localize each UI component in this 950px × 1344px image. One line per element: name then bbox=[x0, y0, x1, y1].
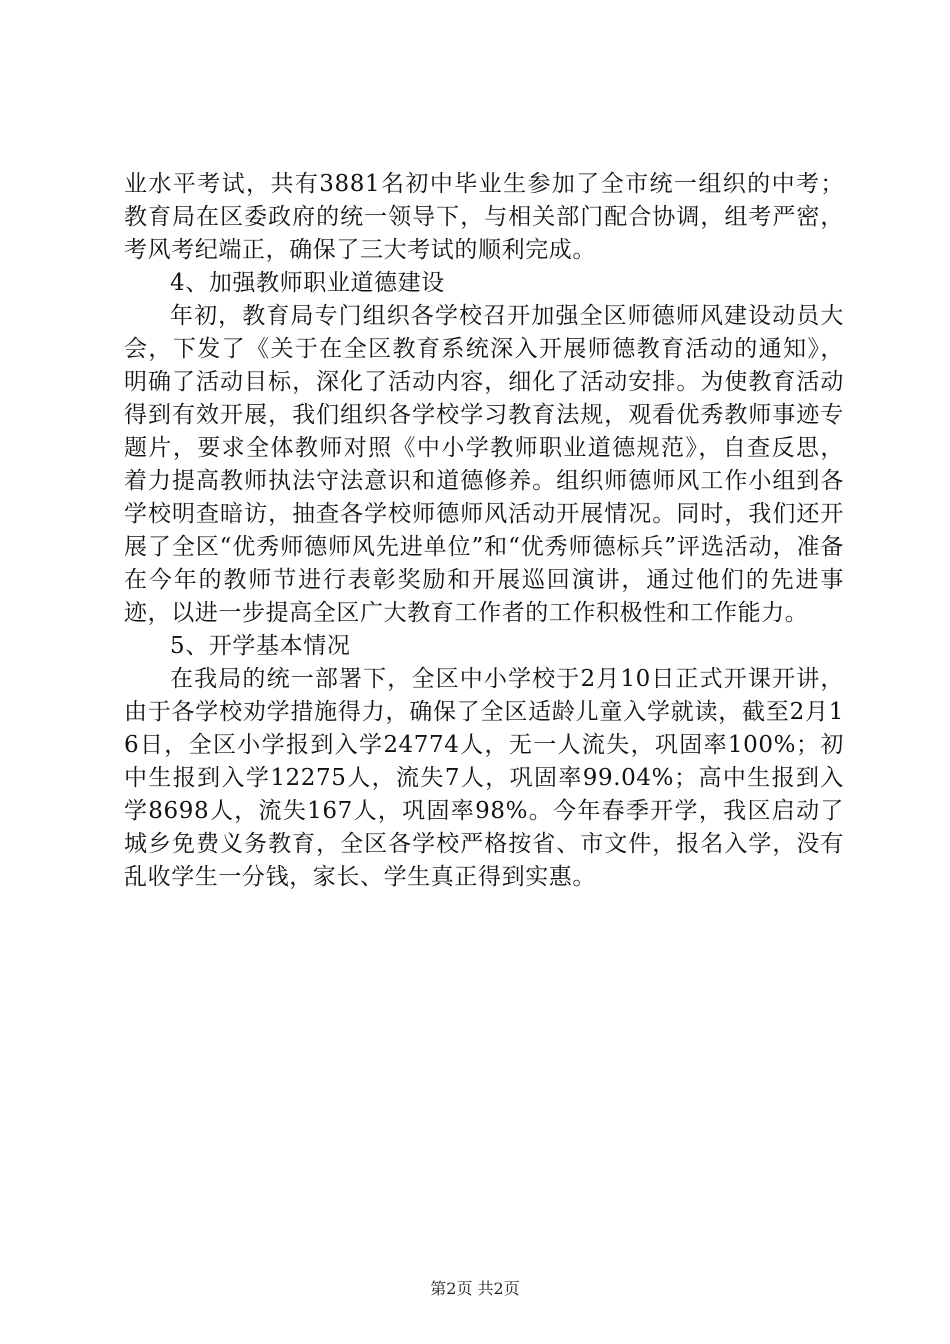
paragraph-exam-summary: 业水平考试，共有3881名初中毕业生参加了全市统一组织的中考；教育局在区委政府的统一领导下，与相关部门配合协调，组考严密，考风考纪端正，确保了三大考试的顺利完成。 bbox=[124, 171, 844, 263]
section-heading-school-opening: 5、开学基本情况 bbox=[170, 633, 351, 659]
page-footer: 第2页 共2页 bbox=[430, 1279, 520, 1298]
paragraph-teacher-ethics: 年初，教育局专门组织各学校召开加强全区师德师风建设动员大会，下发了《关于在全区教育系统深入开展师德教育活动的通知》，明确了活动目标，深化了活动内容，细化了活动安排。为使教育活动得到有效开展，我们组织各学校学习教育法规，观看优秀教师事迹专题片，要求全体教师对照《中小学教师职业道德规范》，自查反思，着力提高教师执法守法意识和道德修养。组织师德师风工作小组到各学校明查暗访，抽查各学校师德师风活动开展情况。同时，我们还开展了全区“优秀师德师风先进单位”和“优秀师德标兵”评选活动，准备在今年的教师节进行表彰奖励和开展巡回演讲，通过他们的先进事迹，以进一步提高全区广大教育工作者的工作积极性和工作能力。 bbox=[124, 303, 844, 626]
section-heading-teacher-ethics: 4、加强教师职业道德建设 bbox=[170, 270, 445, 296]
document-body bbox=[124, 168, 844, 894]
paragraph-school-opening: 在我局的统一部署下，全区中小学校于2月10日正式开课开讲，由于各学校劝学措施得力，确保了全区适龄儿童入学就读，截至2月16日，全区小学报到入学24774人，无一人流失，巩固率100%；初中生报到入学12275人，流失7人，巩固率99.04%；高中生报到入学8698人，流失167人，巩固率98%。今年春季开学，我区启动了城乡免费义务教育，全区各学校严格按省、市文件，报名入学，没有乱收学生一分钱，家长、学生真正得到实惠。 bbox=[124, 666, 844, 890]
